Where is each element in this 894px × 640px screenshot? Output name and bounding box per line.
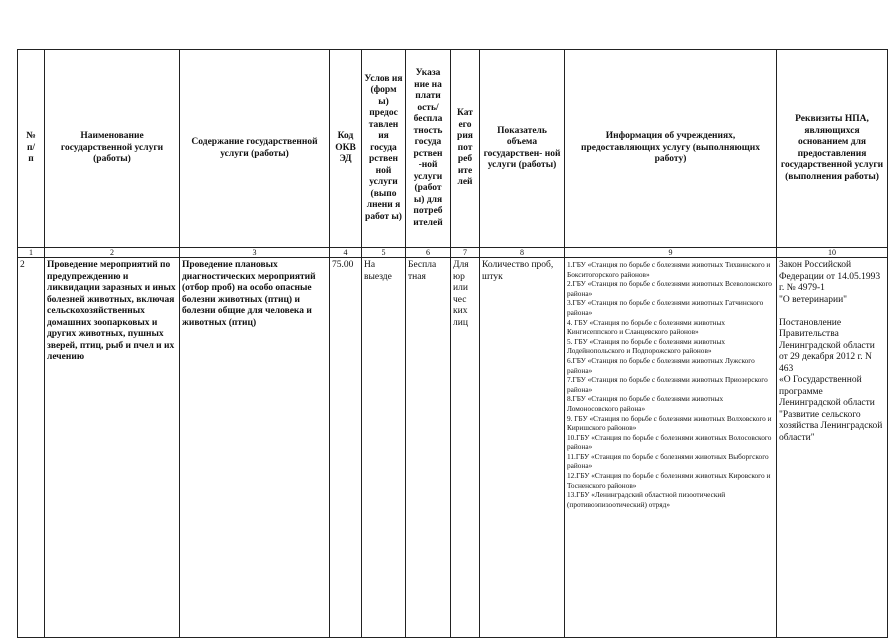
institutions-list bbox=[565, 258, 777, 638]
legal-acts: Закон Российской Федерации от 14.05.1993 г. № 4979-1 "О ветеринарии" Постановление Правительства Ленинградской области от 29 декабря 2012 г. N 463 «О Государственной программе Ленинградской области "Развитие сельского хозяйства Ленинградской области" bbox=[777, 258, 888, 638]
institution-item: 9. ГБУ «Станция по борьбе с болезнями животных Волховского и Киришского районов» bbox=[567, 413, 772, 433]
institution-item: 6.ГБУ «Станция по борьбе с болезнями животных Лужского района» bbox=[567, 355, 755, 375]
column-number: 3 bbox=[180, 248, 330, 258]
institution-item: 11.ГБУ «Станция по борьбе с болезнями животных Выборгского района» bbox=[567, 451, 769, 471]
column-number: 6 bbox=[406, 248, 451, 258]
institution-item: 7.ГБУ «Станция по борьбе с болезнями животных Приозерского района» bbox=[567, 375, 768, 394]
header-volume-indicator: Показатель объема государствен- ной услуги (работы) bbox=[480, 50, 565, 248]
header-payment: Указа ние на плати ость/ беспла тность госуда рствен -ной услуги (работ ы) для потреб ителей bbox=[406, 50, 451, 248]
header-number: № п/ п bbox=[18, 50, 45, 248]
header-service-name: Наименование государственной услуги (работы) bbox=[45, 50, 180, 248]
header-service-content: Содержание государственной услуги (работы) bbox=[180, 50, 330, 248]
table-row bbox=[18, 258, 888, 638]
institution-item: 3.ГБУ «Станция по борьбе с болезнями животных Гатчинского района» bbox=[567, 298, 764, 317]
consumer-category: Для юр или чес ких лиц bbox=[451, 258, 480, 638]
header-okved-code: Код ОКВ ЭД bbox=[330, 50, 362, 248]
institution-item: 4. ГБУ «Станция по борьбе с болезнями животных Кингисеппского и Сланцевского районов» bbox=[567, 317, 725, 337]
volume-indicator: Количество проб, штук bbox=[480, 258, 565, 638]
service-conditions: На выезде bbox=[362, 258, 406, 638]
institution-item: 10.ГБУ «Станция по борьбе с болезнями животных Волосовского района» bbox=[567, 432, 772, 452]
institution-item: 13.ГБУ «Ленинградский областной пизоотический (противоэпизоотический) отряд» bbox=[567, 490, 726, 509]
header-row bbox=[18, 50, 888, 248]
column-number: 10 bbox=[777, 248, 888, 258]
column-number: 7 bbox=[451, 248, 480, 258]
header-legal-acts: Реквизиты НПА, являющихся основанием для предоставления государственной услуги (выполнения работы) bbox=[777, 50, 888, 248]
okved-code: 75.00 bbox=[330, 258, 362, 638]
institution-item: 1.ГБУ «Станция по борьбе с болезнями животных Тихвинского и Бокситогорского районов» bbox=[567, 260, 771, 279]
institution-item: 12.ГБУ «Станция по борьбе с болезнями животных Кировского и Тосненского районов» bbox=[567, 471, 771, 490]
column-number: 1 bbox=[18, 248, 45, 258]
header-institutions: Информация об учреждениях, предоставляющих услугу (выполняющих работу) bbox=[565, 50, 777, 248]
institution-item: 2.ГБУ «Станция по борьбе с болезнями животных Всеволожского района» bbox=[567, 279, 772, 298]
services-table bbox=[17, 49, 888, 638]
column-number: 5 bbox=[362, 248, 406, 258]
service-content: Проведение плановых диагностических мероприятий (отбор проб) на особо опасные болезни животных (птиц) и болезни общие для человека и животных (птиц) bbox=[180, 258, 330, 638]
institution-item: 5. ГБУ «Станция по борьбе с болезнями животных Лодейнопольского и Подпорожского районов» bbox=[567, 336, 725, 356]
payment-status: Беспла тная bbox=[406, 258, 451, 638]
row-number: 2 bbox=[18, 258, 45, 638]
header-consumer-category: Кат его рия пот реб ите лей bbox=[451, 50, 480, 248]
service-name: Проведение мероприятий по предупреждению и ликвидации заразных и иных болезней животных, включая сельскохозяйственных домашних зоопарковых и других животных, пушных зверей, птиц, рыб и пчел и их лечению bbox=[45, 258, 180, 638]
header-conditions: Услов ия (форм ы) предос тавлен ия госуда рствен ной услуги (выпо лнени я работ ы) bbox=[362, 50, 406, 248]
column-number: 2 bbox=[45, 248, 180, 258]
column-number: 4 bbox=[330, 248, 362, 258]
institution-item: 8.ГБУ «Станция по борьбе с болезнями животных Ломоносовского района» bbox=[567, 394, 724, 413]
column-number: 8 bbox=[480, 248, 565, 258]
column-numbers-row bbox=[18, 248, 888, 258]
column-number: 9 bbox=[565, 248, 777, 258]
